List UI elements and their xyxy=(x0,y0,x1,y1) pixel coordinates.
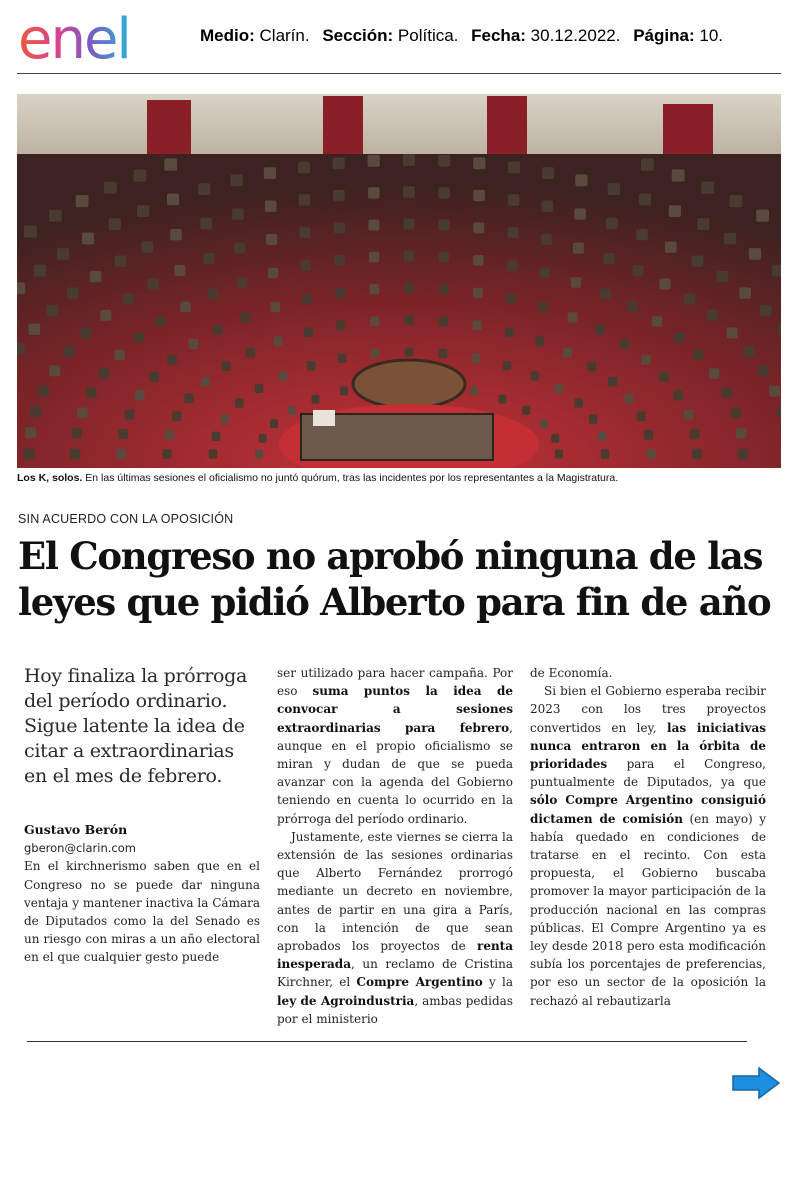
chamber-seat xyxy=(522,406,530,415)
chamber-seat xyxy=(201,377,210,387)
chamber-seat xyxy=(693,350,703,361)
chamber-seat xyxy=(134,169,147,181)
chamber-seat xyxy=(24,449,35,460)
chamber-seat xyxy=(63,346,74,357)
chamber-seat xyxy=(298,162,310,174)
headline-line-2: leyes que pidió Alberto para fin de año xyxy=(18,580,771,624)
chamber-seat xyxy=(165,430,174,440)
chamber-seat xyxy=(756,210,769,222)
article-lead xyxy=(24,664,260,789)
logo-text: enel xyxy=(18,14,130,70)
chamber-seat xyxy=(571,277,581,288)
chamber-seat xyxy=(724,233,736,245)
chamber-seat xyxy=(235,398,244,407)
chamber-seat xyxy=(540,419,548,428)
chamber-seat xyxy=(598,432,607,441)
body-bold: Compre Argentino xyxy=(356,975,483,990)
chamber-seat xyxy=(67,287,79,298)
chamber-seat xyxy=(299,194,311,205)
chamber-seat xyxy=(574,208,586,219)
article-kicker: SIN ACUERDO CON LA OPOSICIÓN xyxy=(18,512,234,526)
chamber-seat xyxy=(270,302,280,312)
chamber-seat xyxy=(76,195,89,207)
lead-line: del período ordinario. xyxy=(24,690,228,712)
chamber-seat xyxy=(439,220,450,231)
chamber-seat xyxy=(255,450,263,459)
chamber-seat xyxy=(268,268,278,279)
chamber-seat xyxy=(222,361,231,371)
chamber-seat xyxy=(368,187,380,198)
publication-meta xyxy=(200,26,723,46)
chamber-seat xyxy=(47,305,59,316)
chamber-seat xyxy=(439,252,449,263)
chamber-seat xyxy=(368,155,380,167)
chamber-seat xyxy=(333,157,345,169)
chamber-seat xyxy=(175,265,186,276)
chamber-seat xyxy=(606,218,618,229)
chamber-seat xyxy=(288,406,296,415)
chamber-seat xyxy=(25,427,36,438)
chamber-seat xyxy=(673,390,683,400)
chamber-seat xyxy=(334,222,345,233)
chamber-seat xyxy=(334,255,344,266)
chamber-seat xyxy=(404,283,414,293)
chamber-seat xyxy=(660,279,671,290)
chamber-seat xyxy=(538,302,548,312)
chamber-photo xyxy=(17,94,781,468)
chamber-seat xyxy=(641,158,654,170)
chamber-seat xyxy=(49,210,62,222)
chamber-seat xyxy=(470,386,478,395)
chamber-seat xyxy=(234,243,245,254)
chamber-seat xyxy=(17,283,25,295)
chamber-seat xyxy=(369,284,379,294)
chamber-seat xyxy=(625,393,634,403)
chamber-seat xyxy=(692,256,704,267)
chamber-seat xyxy=(760,305,772,316)
chamber-seat xyxy=(302,294,312,304)
chamber-seat xyxy=(180,302,190,313)
body-paragraph xyxy=(530,682,766,1010)
chamber-seat xyxy=(507,260,517,271)
chamber-seat xyxy=(731,408,741,419)
chamber-seat xyxy=(142,242,154,253)
chamber-seat xyxy=(265,201,277,212)
chamber-seat xyxy=(646,449,655,459)
chamber-seat xyxy=(115,256,127,267)
chamber-seat xyxy=(404,219,415,230)
chamber-seat xyxy=(473,288,483,298)
body-text: y la xyxy=(482,975,514,990)
chamber-seat xyxy=(34,265,46,277)
chamber-seat xyxy=(669,205,681,217)
chamber-seat xyxy=(241,312,251,322)
body-paragraph xyxy=(277,828,513,1028)
chamber-seat xyxy=(604,253,615,264)
chamber-seat xyxy=(758,365,769,376)
headline-line-1: El Congreso no aprobó ninguna de las xyxy=(18,534,763,578)
chamber-seat xyxy=(212,432,221,441)
body-text: , ambas pedidas por el ministerio xyxy=(277,993,513,1026)
chamber-seat xyxy=(164,158,177,170)
photo-caption xyxy=(17,472,781,484)
arrow-right-icon[interactable] xyxy=(731,1066,781,1100)
chamber-seat xyxy=(30,406,41,417)
chamber-seat xyxy=(57,248,69,260)
chamber-seat xyxy=(749,248,761,260)
chamber-seat xyxy=(684,294,695,305)
chamber-seat xyxy=(633,265,644,276)
chamber-seat xyxy=(104,182,117,194)
pagina-value: 10. xyxy=(699,26,723,45)
chamber-seat xyxy=(333,190,345,201)
chamber-seat xyxy=(595,325,605,335)
chamber-seat xyxy=(652,316,662,327)
body-bold: sólo Compre Argentino consiguió dictamen de comisión xyxy=(530,793,766,826)
chamber-seat xyxy=(697,218,709,230)
caption-text: En las últimas sesiones el oficialismo no juntó quórum, tras las incidentes por los representantes a la Magistratura. xyxy=(85,472,619,484)
chamber-seat xyxy=(115,350,125,361)
chamber-seat xyxy=(100,310,111,321)
fecha-label: Fecha: xyxy=(471,26,526,45)
chamber-seat xyxy=(72,428,82,439)
chamber-seat xyxy=(574,398,583,407)
column-3 xyxy=(530,664,766,1010)
chamber-seat xyxy=(77,408,87,419)
medio-value: Clarín. xyxy=(259,26,310,45)
chamber-seat xyxy=(246,348,255,358)
chamber-seat xyxy=(531,371,540,380)
chamber-seat xyxy=(259,434,267,443)
chamber-seat xyxy=(167,355,177,365)
chamber-seat xyxy=(369,252,379,263)
chamber-seat xyxy=(739,287,751,298)
chamber-seat xyxy=(601,449,610,458)
chamber-seat xyxy=(82,233,94,245)
fecha-value: 30.12.2022. xyxy=(530,26,621,45)
chamber-seat xyxy=(116,449,126,459)
chamber-seat xyxy=(730,195,743,207)
seccion-value: Política. xyxy=(397,26,459,45)
chamber-seat xyxy=(505,327,514,337)
chamber-seat xyxy=(29,324,41,335)
chamber-seat xyxy=(266,234,277,245)
chamber-seat xyxy=(637,411,646,421)
chamber-seat xyxy=(587,361,596,371)
chamber-seat xyxy=(86,388,96,399)
chamber-seat xyxy=(198,183,210,195)
footer-divider xyxy=(27,1041,747,1042)
chamber-seat xyxy=(90,271,102,282)
chamber-seat xyxy=(473,190,485,201)
chamber-seat xyxy=(777,406,781,417)
chamber-seat xyxy=(672,169,685,181)
chamber-seat xyxy=(684,409,694,419)
chamber-seat xyxy=(184,393,193,403)
chamber-seat xyxy=(148,279,159,290)
chamber-seat xyxy=(213,325,223,335)
header-divider xyxy=(17,73,781,74)
chamber-seat xyxy=(508,162,520,174)
chamber-seat xyxy=(221,414,230,423)
chamber-seat xyxy=(499,395,507,404)
body-text: , aunque en el propio oficialismo se miran y dudan de que se pueda avanzar con la agenda del Gobierno teniendo en cuenta lo ocurrido en la prórroga del período ordinario. xyxy=(277,720,513,826)
chamber-seat xyxy=(555,450,563,459)
chamber-seat xyxy=(208,289,218,300)
chamber-seat xyxy=(38,386,49,397)
chamber-seat xyxy=(370,317,379,327)
body-bold: las iniciativas nunca entraron en la órbita de prioridades xyxy=(530,720,767,772)
caption-bold: Los K, solos. xyxy=(17,472,83,484)
chamber-seat xyxy=(149,372,159,382)
chamber-seat xyxy=(472,354,481,363)
chamber-seat xyxy=(508,194,520,205)
article-headline xyxy=(18,533,788,625)
chamber-seat xyxy=(118,429,128,439)
body-text: ser utilizado para hacer campaña. Por eso xyxy=(277,666,513,699)
chamber-seat xyxy=(575,174,587,186)
chamber-seat xyxy=(189,339,199,349)
chamber-seat xyxy=(620,339,630,349)
pagina-label: Página: xyxy=(633,26,695,45)
chamber-seat xyxy=(573,243,584,254)
chamber-seat xyxy=(237,277,247,288)
chamber-seat xyxy=(232,208,244,219)
chamber-seat xyxy=(371,349,380,358)
lead-line: citar a extraordinarias xyxy=(24,740,234,762)
chamber-seat xyxy=(340,386,348,395)
chamber-seat xyxy=(555,384,564,393)
chamber-seat xyxy=(722,388,732,399)
chamber-seat xyxy=(335,288,345,298)
body-text: Justamente, este viernes se cierra la extensión de las sesiones ordinarias que Alberto Fernández prorrogó mediante un decreto en noviembre, antes de partir en una gira a París, con la intención de que sean aprobados los proyectos de xyxy=(277,829,513,954)
chamber-seat xyxy=(674,332,684,343)
chamber-seat xyxy=(109,218,121,230)
chamber-seat xyxy=(503,361,512,370)
chamber-seat xyxy=(542,201,554,212)
lead-line: en el mes de febrero. xyxy=(24,765,223,787)
chamber-seat xyxy=(473,255,483,266)
chamber-seat xyxy=(162,449,171,459)
chamber-seat xyxy=(304,327,313,337)
chamber-seat xyxy=(172,411,181,421)
chamber-seat xyxy=(541,234,552,245)
chamber-seat xyxy=(665,242,677,253)
chamber-seat xyxy=(125,409,135,419)
chamber-seat xyxy=(508,227,519,238)
chamber-seat xyxy=(473,157,485,169)
body-text: Si bien el Gobierno esperaba recibir 2023 con los tres proyectos convertidos en ley, xyxy=(530,684,766,735)
lead-line: Sigue latente la idea de xyxy=(24,715,245,737)
author-email: gberon@clarin.com xyxy=(24,841,136,856)
body-bold: ley de Agroindustria xyxy=(277,993,415,1008)
chamber-seat xyxy=(473,222,484,233)
chamber-seat xyxy=(80,327,91,338)
chamber-seat xyxy=(608,183,620,195)
chamber-seat xyxy=(568,312,578,322)
chamber-seat xyxy=(255,384,264,393)
enel-logo xyxy=(18,14,170,70)
chamber-seat xyxy=(24,225,37,237)
body-bold: renta inesperada xyxy=(277,939,513,972)
chamber-seat xyxy=(641,355,651,365)
chamber-seat xyxy=(439,349,448,358)
chamber-seat xyxy=(644,430,653,440)
chamber-seat xyxy=(506,294,516,304)
chamber-seat xyxy=(270,419,278,428)
chamber-seat xyxy=(338,354,347,363)
column-1 xyxy=(24,664,260,967)
chamber-seat xyxy=(209,449,218,458)
chamber-seat xyxy=(231,174,243,186)
chamber-seat xyxy=(200,218,212,229)
chamber-seat xyxy=(170,229,182,240)
chamber-seat xyxy=(123,294,134,305)
chamber-seat xyxy=(589,414,598,423)
chamber-seat xyxy=(540,268,550,279)
chamber-seat xyxy=(639,194,651,206)
lead-line: Hoy finaliza la prórroga xyxy=(24,665,248,687)
chamber-seat xyxy=(204,253,215,264)
chamber-seat xyxy=(727,327,738,338)
chamber-seat xyxy=(738,449,748,460)
chamber-seat xyxy=(17,343,25,354)
chamber-seat xyxy=(404,315,413,325)
chamber-seat xyxy=(368,220,379,231)
chamber-seat xyxy=(769,386,780,397)
chamber-seat xyxy=(772,265,781,277)
chamber-seat xyxy=(301,260,311,271)
chamber-seat xyxy=(692,449,702,459)
chamber-seat xyxy=(438,187,450,198)
column-2 xyxy=(277,664,513,1028)
chamber-seat xyxy=(473,321,482,331)
chamber-seat xyxy=(701,182,714,194)
chamber-seat xyxy=(137,205,149,217)
body-paragraph: de Economía. xyxy=(530,666,613,680)
author-name: Gustavo Berón xyxy=(24,822,128,837)
chamber-seat xyxy=(542,167,554,179)
chamber-seat xyxy=(70,449,80,460)
chamber-seat xyxy=(600,289,610,300)
chamber-seat xyxy=(264,167,276,179)
chamber-seat xyxy=(438,155,450,167)
chamber-seat xyxy=(403,154,415,166)
chamber-seat xyxy=(744,346,755,357)
chamber-seat xyxy=(156,316,166,327)
seccion-label: Sección: xyxy=(322,26,394,45)
medio-label: Medio: xyxy=(200,26,255,45)
chamber-seat xyxy=(405,347,414,356)
body-paragraph: En el kirchnerismo saben que en el Congreso no se puede dar ninguna ventaja y mantener inactiva la Cámara de Diputados como la del Senado es un riesgo con miras a un año electoral en el que cualquier gesto puede xyxy=(24,859,260,965)
chamber-seat xyxy=(279,371,288,380)
chamber-seat xyxy=(404,251,414,262)
chamber-seat xyxy=(717,271,729,282)
body-text: , un reclamo de Cristina Kirchner, el xyxy=(277,957,513,990)
chamber-seat xyxy=(307,361,316,370)
chamber-seat xyxy=(778,324,781,335)
chamber-seat xyxy=(439,284,449,294)
chamber-seat xyxy=(403,186,415,197)
chamber-seat xyxy=(551,434,559,443)
chamber-seat xyxy=(690,429,700,439)
chamber-seat xyxy=(99,368,109,379)
chamber-seat xyxy=(135,390,145,400)
body-text: (en mayo) y había quedado en condiciones de tratarse en el recinto. Con esta propuesta, el Gobierno buscaba promover la mayor participación de la producción nacional en las compras públicas. El Compre Argentino ya es ley desde 2018 pero esta modificación subía los porcentajes de preferencias, por eso un sector de la oposición la rechazó al rebautizarla xyxy=(530,811,767,1008)
chamber-seat xyxy=(659,372,669,382)
body-text: para el Congreso, puntualmente de Diputados, ya que xyxy=(530,757,766,790)
chamber-seat xyxy=(300,227,311,238)
chamber-seat xyxy=(439,317,448,327)
chamber-seat xyxy=(167,194,179,206)
chamber-seat xyxy=(535,336,544,346)
chamber-seat xyxy=(707,310,718,321)
body-paragraph xyxy=(277,664,513,828)
chamber-seat xyxy=(608,377,617,387)
chamber-seat xyxy=(736,428,746,439)
chamber-seat xyxy=(274,336,283,346)
chamber-seat xyxy=(636,229,648,240)
chamber-seat xyxy=(49,365,60,376)
chamber-seat xyxy=(134,332,144,343)
chamber-seat xyxy=(336,321,345,331)
body-bold: suma puntos la idea de convocar a sesiones extraordinarias para febrero xyxy=(277,684,513,735)
chamber-seat xyxy=(563,348,572,358)
chamber-seat xyxy=(709,368,719,379)
chamber-seat xyxy=(627,302,637,313)
chamber-seat xyxy=(312,395,320,404)
